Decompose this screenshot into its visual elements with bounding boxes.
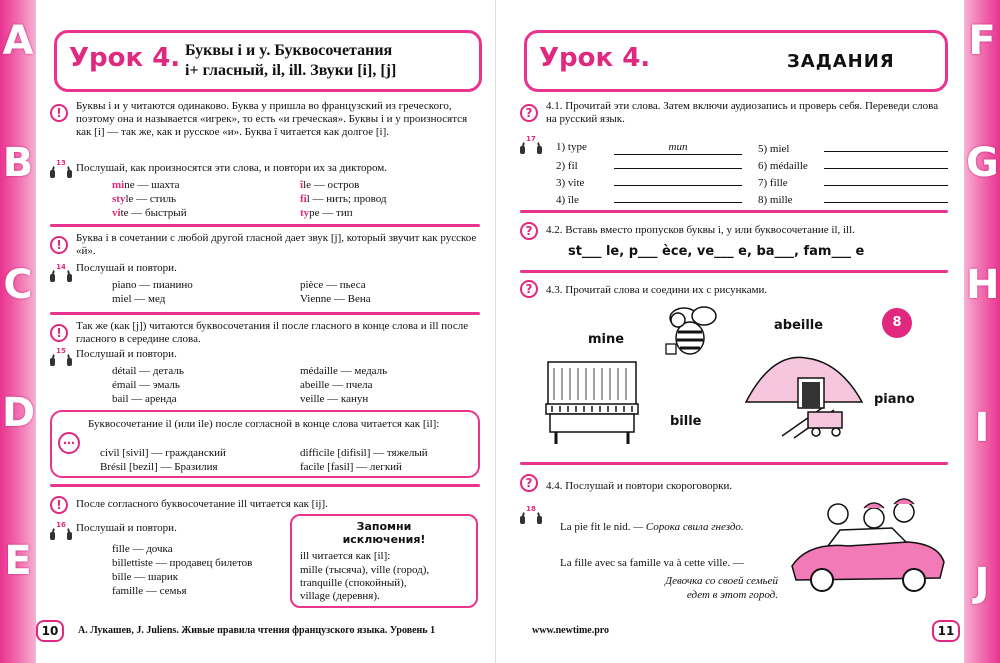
listen-instruction: Послушай, как произносятся эти слова, и повтори их за диктором.: [76, 162, 388, 174]
tasks-title: ЗАДАНИЯ: [787, 51, 895, 72]
word-rest: le — стиль: [125, 193, 176, 205]
info-icon: !: [50, 104, 68, 122]
answer-line[interactable]: [614, 174, 742, 186]
band-letter: J: [974, 560, 990, 606]
task-word: 7) fille: [758, 177, 788, 189]
mine-tunnel: [802, 382, 820, 408]
headphones-ear: [537, 516, 542, 524]
section-divider: [520, 270, 948, 273]
word-pair: [300, 192, 386, 206]
word-pair: abeille — пчела: [300, 379, 373, 391]
lesson-label: Урок 4.: [69, 43, 181, 73]
task-row: [758, 191, 948, 207]
word-pair: pièce — пьеса: [300, 279, 366, 291]
headphones-ear: [520, 516, 525, 524]
left-page: [36, 0, 496, 663]
word-rest: l — нить; провод: [306, 193, 387, 205]
band-letter: B: [2, 140, 34, 186]
lesson-title: [185, 41, 396, 81]
info-icon: !: [50, 236, 68, 254]
twister-russian: — Сорока свила гнездо.: [633, 521, 744, 533]
headphones-ear: [50, 358, 55, 366]
twister-french: La pie fit le nid.: [560, 521, 631, 533]
task-instruction: 4.3. Прочитай слова и соедини их с рисунками.: [546, 284, 768, 296]
task-row: [758, 140, 948, 156]
listen-instruction: Послушай и повтори.: [76, 522, 177, 534]
headphones-icon: [520, 504, 542, 526]
exceptions-title-line1: Запомни: [356, 520, 412, 533]
right-alphabet-band: [964, 0, 1000, 663]
person-head: [828, 504, 848, 524]
cart-wheel: [832, 428, 840, 436]
word-rest: te — быстрый: [120, 207, 187, 219]
highlight: ty: [300, 207, 310, 219]
section-divider: [520, 210, 948, 213]
word-rest: ne — шахта: [124, 179, 180, 191]
word-pair: miel — мед: [112, 293, 166, 305]
headphones-ear: [537, 146, 542, 154]
answer-line[interactable]: [824, 191, 948, 203]
info-icon: !: [50, 496, 68, 514]
task-word: 3) vite: [556, 177, 585, 189]
info-icon: !: [50, 324, 68, 342]
section-divider: [50, 484, 480, 487]
exceptions-lead: ill читается как [il]:: [300, 550, 391, 562]
highlight: vi: [112, 207, 121, 219]
bee-picture[interactable]: [656, 304, 726, 360]
rule-text: Буква i в сочетании с любой другой гласной дает звук [j], который звучит как русское «й».: [76, 232, 477, 257]
headphones-ear: [520, 146, 525, 154]
answer-line[interactable]: [614, 157, 742, 169]
section-divider: [520, 462, 948, 465]
rule-icon: ⋯: [58, 432, 80, 454]
task-instruction: 4.2. Вставь вместо пропусков буквы i, y или буквосочетание il, ill.: [546, 224, 855, 236]
band-letter: D: [2, 390, 36, 436]
task-word: 5) miel: [758, 143, 790, 155]
piano-picture[interactable]: [544, 356, 644, 448]
exceptions-box: [290, 514, 478, 608]
word-pair: émail — эмаль: [112, 379, 180, 391]
word-pair: veille — канун: [300, 393, 369, 405]
headphones-ear: [67, 170, 72, 178]
hair: [894, 499, 914, 504]
band-letter: C: [3, 262, 33, 308]
word-rest: pe — тип: [309, 207, 353, 219]
page-footer: А. Лукашев, J. Juliens. Живые правила чтения французского языка. Уровень 1: [78, 625, 436, 636]
task-row: [556, 140, 742, 155]
word-pair: [112, 192, 176, 206]
task-row: [758, 157, 948, 173]
car-family-picture: [788, 492, 948, 604]
page-footer: www.newtime.pro: [532, 625, 610, 636]
lesson-title-line1: Буквы i и y. Буквосочетания: [185, 42, 393, 59]
highlight: fi: [300, 193, 307, 205]
word-pair: piano — пианино: [112, 279, 193, 291]
headphones-ear: [67, 358, 72, 366]
exceptions-item: village (деревня).: [300, 590, 380, 602]
task-row: [556, 157, 742, 173]
headphones-icon: [50, 158, 72, 180]
highlight: sty: [112, 193, 126, 205]
rule-text: Так же (как [j]) читаются буквосочетания il после гласного в конце слова и ill после гласного в середине слова.: [76, 320, 469, 345]
question-icon: ?: [520, 104, 538, 122]
twister-russian: едет в этот город.: [686, 589, 778, 601]
exceptions-item: mille (тысяча), ville (город),: [300, 564, 430, 576]
headphones-ear: [50, 274, 55, 282]
headphones-icon: [50, 520, 72, 542]
headphones-icon: [520, 134, 542, 156]
word-pair: civil [sivil] — гражданский: [100, 447, 226, 459]
piano-body: [548, 362, 636, 406]
twister-russian: Девочка со своей семьей: [665, 575, 778, 587]
task-row: [556, 174, 742, 190]
mine-cart: [808, 412, 842, 428]
headphones-ear: [50, 170, 55, 178]
headphones-icon: [50, 262, 72, 284]
track-number: 15: [53, 346, 69, 357]
lesson-label: Урок 4.: [539, 43, 651, 73]
page-number: 11: [932, 620, 960, 642]
section-divider: [50, 224, 480, 227]
person-head: [864, 508, 884, 528]
lesson-header: [524, 30, 948, 92]
question-icon: ?: [520, 280, 538, 298]
word-pair: billettiste — продавец билетов: [112, 557, 253, 569]
piano-legs: [556, 432, 628, 444]
task-word: 4) île: [556, 194, 579, 206]
band-letter: H: [966, 262, 1000, 308]
bee-wing: [692, 307, 716, 325]
car-wheel: [811, 569, 833, 591]
band-letter: G: [966, 140, 999, 186]
word-rest: le — остров: [303, 179, 360, 191]
task-row: [758, 174, 948, 190]
intro-text: Буквы i и y читаются одинаково. Буква y пришла во французский из греческого, поэтому она и называется «игрек», то есть «и греческая». Буквы i и y произносятся как [i] — так же, как и русское «и». Буква î читается как долгое [i].: [76, 100, 468, 138]
word-pair: facile [fasil] — легкий: [300, 461, 402, 473]
match-word[interactable]: abeille: [774, 318, 824, 333]
rule-text: После согласного буквосочетание ill читается как [ij].: [76, 498, 328, 510]
page-badge: 8: [882, 308, 912, 338]
band-letter: I: [974, 405, 990, 451]
match-word[interactable]: mine: [588, 332, 625, 347]
task-word: 1) type: [556, 141, 587, 153]
headphones-ear: [50, 532, 55, 540]
listen-instruction: Послушай и повтори.: [76, 348, 177, 360]
word-pair: [112, 178, 180, 192]
bee-head: [671, 313, 685, 327]
lesson-header: [54, 30, 482, 92]
task-word: 2) fil: [556, 160, 578, 172]
piano-lower: [550, 414, 634, 432]
task-instruction: 4.4. Послушай и повтори скороговорки.: [546, 480, 733, 492]
task-word: 8) mille: [758, 194, 793, 206]
band-letter: E: [4, 538, 32, 584]
question-icon: ?: [520, 222, 538, 240]
highlight: mi: [112, 179, 125, 191]
track-number: 13: [53, 158, 69, 169]
track-number: 16: [53, 520, 69, 531]
word-pair: bille — шарик: [112, 571, 179, 583]
right-page: [504, 0, 962, 663]
word-pair: [112, 206, 187, 220]
person-head: [894, 502, 914, 522]
track-number: 18: [523, 504, 539, 515]
answer-line[interactable]: [824, 140, 948, 152]
word-pair: [300, 206, 353, 220]
question-icon: ?: [520, 474, 538, 492]
answer-line[interactable]: [614, 191, 742, 203]
highlight: î: [300, 179, 304, 191]
word-pair: [300, 178, 359, 192]
band-letter: A: [2, 18, 34, 64]
word-pair: bail — аренда: [112, 393, 177, 405]
word-pair: difficile [difisil] — тяжелый: [300, 447, 428, 459]
cart-wheel: [812, 428, 820, 436]
exceptions-title-line2: исключения!: [342, 533, 426, 546]
track-number: 17: [523, 134, 539, 145]
track-number: 14: [53, 262, 69, 273]
band-letter: F: [968, 18, 996, 64]
tongue-twister: [560, 520, 744, 534]
answer-line[interactable]: [824, 174, 948, 186]
hair: [864, 503, 884, 508]
answer-line[interactable]: тип: [614, 140, 742, 155]
task-instruction: 4.1. Прочитай эти слова. Затем включи аудиозапись и проверь себя. Переведи слова на русский язык.: [546, 100, 939, 125]
bee-bucket: [666, 344, 676, 354]
rule-box-text: Буквосочетание il (или ile) после согласной в конце слова читается как [il]:: [88, 418, 440, 430]
match-word[interactable]: bille: [670, 414, 702, 429]
word-pair: famille — семья: [112, 585, 187, 597]
word-pair: Vienne — Вена: [300, 293, 371, 305]
exceptions-title: [292, 520, 476, 546]
word-pair: fille — дочка: [112, 543, 173, 555]
headphones-ear: [67, 274, 72, 282]
rule-box: [50, 410, 480, 478]
fill-in-words[interactable]: st___ le, p___ èce, ve___ e, ba___, fam___ e: [568, 244, 865, 259]
lesson-title-line2: i+ гласный, il, ill. Звуки [i], [j]: [185, 62, 397, 79]
page-number: 10: [36, 620, 64, 642]
word-pair: détail — деталь: [112, 365, 184, 377]
headphones-icon: [50, 346, 72, 368]
exceptions-item: tranquille (спокойный),: [300, 577, 407, 589]
answer-line[interactable]: [824, 157, 948, 169]
listen-instruction: Послушай и повтори.: [76, 262, 177, 274]
word-pair: Brésil [bezil] — Бразилия: [100, 461, 218, 473]
word-pair: médaille — медаль: [300, 365, 388, 377]
match-word[interactable]: piano: [874, 392, 915, 407]
task-row: [556, 191, 742, 207]
mine-picture[interactable]: [742, 344, 866, 444]
left-alphabet-band: [0, 0, 36, 663]
tongue-twister: La fille avec sa famille va à cette ville. —: [560, 557, 744, 569]
car-wheel: [903, 569, 925, 591]
section-divider: [50, 312, 480, 315]
headphones-ear: [67, 532, 72, 540]
task-word: 6) médaille: [758, 160, 808, 172]
